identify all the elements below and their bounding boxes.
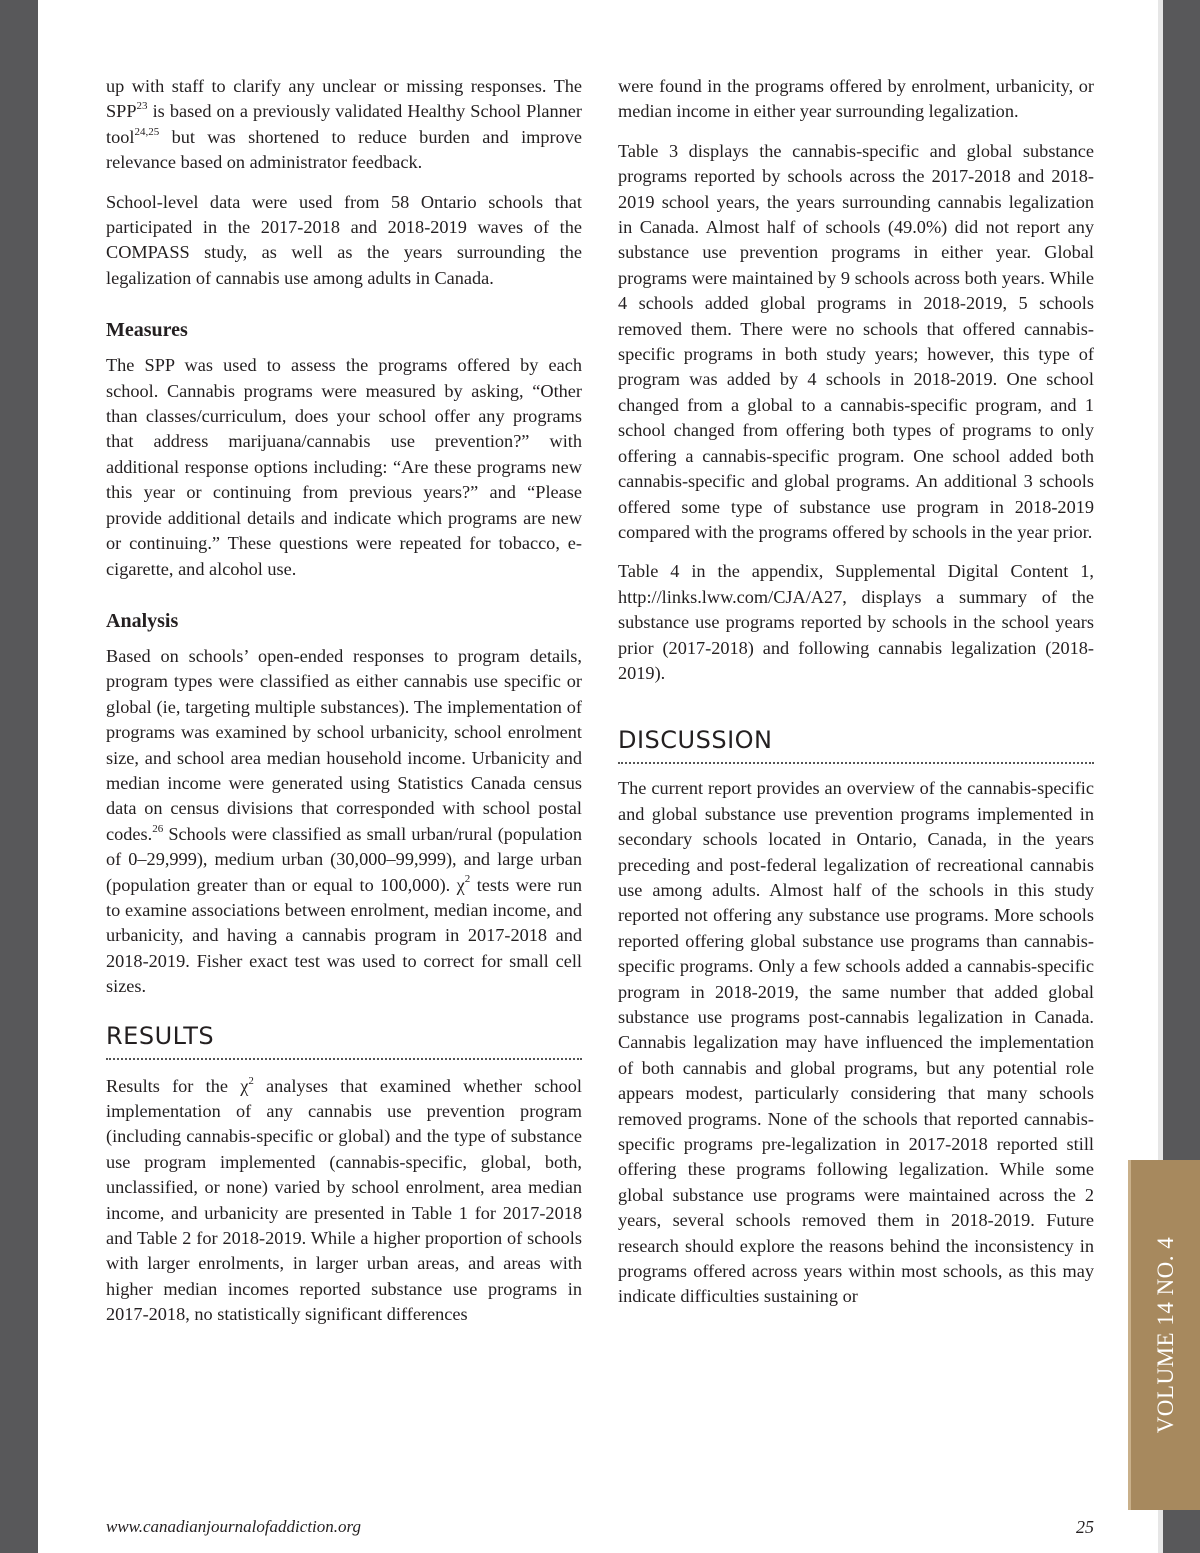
heading-measures: Measures <box>106 319 188 342</box>
heading-results: RESULTS <box>106 1022 582 1060</box>
citation-26[interactable]: 26 <box>152 822 164 835</box>
paragraph-table3: Table 3 displays the cannabis-specific and global substance programs reported by schools across the 2017-2018 and 2018-2019 school years, the years surrounding cannabis legalization in Canada. Almost half of schools (49.0%) did not report any substance use prevention programs in either year. Global programs were maintained by 9 schools across both years. While 4 schools added global programs in 2018-2019, 5 schools removed them. There were no schools that offered cannabis-specific programs in both study years; however, this type of program was added by 4 schools in 2018-2019. One school changed from a global to a cannabis-specific program, and 1 school changed from offering both types of programs to only offering a cannabis-specific program. One school added both cannabis-specific and global programs. An additional 3 schools offered some type of substance use program in 2018-2019 compared with the programs offered by schools in the year prior. <box>618 140 1094 542</box>
paragraph-measures: The SPP was used to assess the programs offered by each school. Cannabis programs were measured by asking, “Other than classes/curriculum, does your school offer any programs that address marijuana/cannabis use prevention?” with additional response options including: “Are these programs new this year or continuing from previous years?” and “Please provide additional details and indicate which programs are new or continuing.” These questions were repeated for tobacco, e-cigarette, and alcohol use. <box>106 355 582 579</box>
volume-tab <box>1128 1160 1200 1510</box>
paragraph-results-cont: were found in the programs offered by enrolment, urbanicity, or median income in either year surrounding legalization. <box>618 76 1094 122</box>
paragraph-discussion: The current report provides an overview of the cannabis-specific and global substance use prevention programs implemented in secondary schools located in Ontario, Canada, in the years preceding and post-federal legalization of recreational cannabis use among adults. Almost half of the schools in this study reported not offering any substance use programs. More schools reported offering global substance use programs than cannabis-specific programs. Only a few schools added a cannabis-specific program in 2018-2019, the same number that added global substance use programs post-cannabis legalization in Canada. Cannabis legalization may have influenced the implementation of both cannabis and global programs, but any potential role appears modest, particularly considering that many schools removed programs. None of the schools that reported cannabis-specific programs pre-legalization in 2017-2018 reported still offering these programs following legalization. While some global substance use programs were maintained across the 2 years, several schools removed them in 2018-2019. Future research should explore the reasons behind the inconsistency in programs offered across years within most schools, as this may indicate difficulties sustaining or <box>618 778 1094 1307</box>
paragraph-table4: Table 4 in the appendix, Supplemental Digital Content 1, http://links.lww.com/CJA/A27, displays a summary of the substance use programs reported by schools in the school years prior (2017-2018) and following cannabis legalization (2018-2019). <box>618 561 1094 683</box>
right-column <box>618 74 1094 1324</box>
heading-discussion: DISCUSSION <box>618 726 1094 764</box>
heading-analysis: Analysis <box>106 609 179 632</box>
citation-23[interactable]: 23 <box>136 100 148 113</box>
footer-website[interactable]: www.canadianjournalofaddiction.org <box>106 1517 362 1536</box>
paragraph-spp-description: up with staff to clarify any unclear or missing responses. The SPP$^{23}$ is based on a previously validated Healthy School Planner tool$^{24,25}$ but was shortened to reduce burden and improve relevance based on administrator feedback. <box>106 76 582 173</box>
paragraph-results: Results for the $\chi^2$ analyses that examined whether school implementation of any cannabis use prevention program (including cannabis-specific or global) and the type of substance use program implemented (cannabis-specific, global, both, unclassified, or none) varied by school enrolment, area median income, and urbanicity are presented in Table 1 for 2017-2018 and Table 2 for 2018-2019. While a higher proportion of schools with larger enrolments, in larger urban areas, and areas with higher median incomes reported substance use programs in 2017-2018, no statistically significant differences <box>106 1074 582 1325</box>
paragraph-analysis: Based on schools’ open-ended responses to program details, program types were classified as either cannabis use specific or global (ie, targeting multiple substances). The implementation of programs was examined by school urbanicity, school enrolment size, and school area median household income. Urbanicity and median income were generated using Statistics Canada census data on census divisions that corresponded with school postal codes.$^{26}$ Schools were classified as small urban/rural (population of 0–29,999), medium urban (30,000–99,999), and large urban (population greater than or equal to 100,000). $\chi^2$ tests were run to examine associations between enrolment, median income, and urbanicity, and having a cannabis program in 2017-2018 and 2018-2019. Fisher exact test was used to correct for small cell sizes. <box>106 645 582 997</box>
left-column <box>106 74 582 1342</box>
paragraph-school-data: School-level data were used from 58 Ontario schools that participated in the 2017-2018 and 2018-2019 waves of the COMPASS study, as well as the years surrounding the legalization of cannabis use among adults in Canada. <box>106 191 582 288</box>
page-left-border <box>0 0 38 1553</box>
superscript-2: 2 <box>248 1074 254 1087</box>
page-number: 25 <box>1076 1517 1094 1537</box>
superscript-2: 2 <box>464 873 471 886</box>
citation-24-25[interactable]: 24,25 <box>134 125 160 138</box>
volume-label: VOLUME 14 NO. 4 <box>1152 1236 1178 1434</box>
